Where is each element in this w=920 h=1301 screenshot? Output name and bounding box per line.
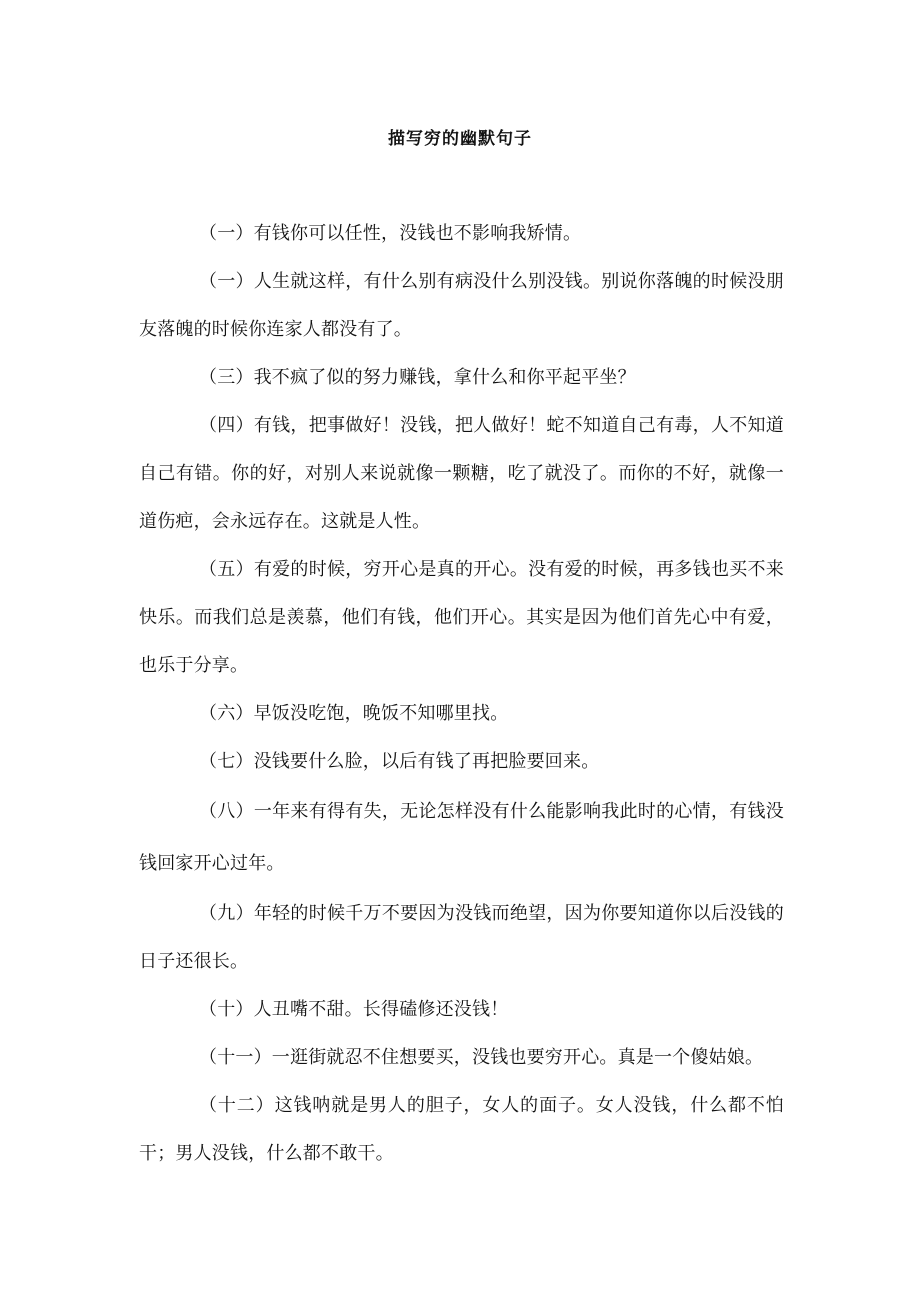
paragraph-1: （一）有钱你可以任性，没钱也不影响我矫情。 xyxy=(199,223,582,244)
paragraph-5: （五）有爱的时候，穷开心是真的开心。没有爱的时候，再多钱也买不来快乐。而我们总是羡慕，他们有钱，他们开心。其实是因为他们首先心中有爱，也乐于分享。 xyxy=(139,559,784,676)
paragraph-12: （十二）这钱呐就是男人的胆子，女人的面子。女人没钱，什么都不怕干；男人没钱，什么都不敢干。 xyxy=(139,1095,784,1164)
paragraph-2: （一）人生就这样，有什么别有病没什么别没钱。别说你落魄的时候没朋友落魄的时候你连家人都没有了。 xyxy=(139,271,784,340)
paragraph-7: （七）没钱要什么脸，以后有钱了再把脸要回来。 xyxy=(199,751,600,772)
paragraph-4: （四）有钱，把事做好！没钱，把人做好！蛇不知道自己有毒，人不知道自己有错。你的好，对别人来说就像一颗糖，吃了就没了。而你的不好，就像一道伤疤，会永远存在。这就是人性。 xyxy=(139,415,784,532)
paragraph-9: （九）年轻的时候千万不要因为没钱而绝望，因为你要知道你以后没钱的日子还很长。 xyxy=(139,903,784,972)
paragraph-10: （十）人丑嘴不甜。长得磕修还没钱！ xyxy=(199,999,509,1020)
paragraph-6: （六）早饭没吃饱，晚饭不知哪里找。 xyxy=(199,703,509,724)
paragraph-11: （十一）一逛街就忍不住想要买，没钱也要穷开心。真是一个傻姑娘。 xyxy=(199,1047,764,1068)
paragraph-3: （三）我不疯了似的努力赚钱，拿什么和你平起平坐？ xyxy=(199,367,636,388)
document-body xyxy=(139,210,784,1178)
document-title: 描写穷的幽默句子 xyxy=(388,129,532,149)
paragraph-8: （八）一年来有得有失，无论怎样没有什么能影响我此时的心情，有钱没钱回家开心过年。 xyxy=(139,801,784,874)
